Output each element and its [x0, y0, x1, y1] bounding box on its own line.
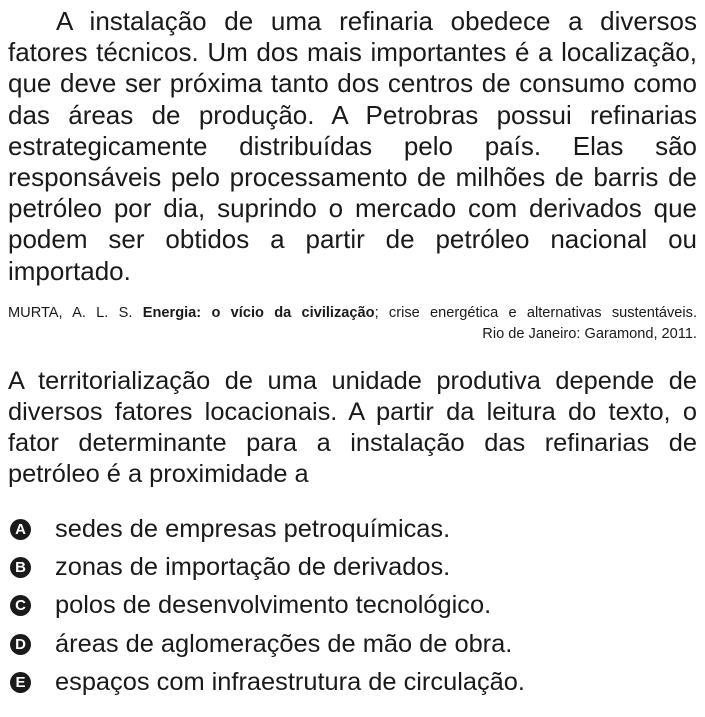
option-b-text: zonas de importação de derivados.	[55, 552, 451, 581]
option-c-text: polos de desenvolvimento tecnológico.	[55, 591, 492, 620]
citation	[8, 303, 697, 345]
option-b[interactable]	[8, 548, 697, 586]
option-a-text: sedes de empresas petroquímicas.	[55, 514, 451, 543]
option-d[interactable]	[8, 625, 697, 663]
question-stem: A territorialização de uma unidade produtiva depende de diversos fatores locacionais. A partir da leitura do texto, o fator determinante para a instalação das refinarias de petróleo é a proximidade a	[8, 366, 697, 488]
citation-title: Energia: o vício da civilização	[142, 304, 375, 321]
option-b-letter-icon: B	[10, 557, 31, 578]
option-a[interactable]	[8, 510, 697, 548]
option-d-text: áreas de aglomerações de mão de obra.	[55, 629, 513, 658]
source-passage: A instalação de uma refinaria obedece a diversos fatores técnicos. Um dos mais importantes é a localização, que deve ser próxima tanto dos centros de consumo como das áreas de produção. A Petrobras possui refinarias estrategicamente distribuídas pelo país. Elas são responsáveis pelo processamento de milhões de barris de petróleo por dia, suprindo o mercado com derivados que podem ser obtidos a partir de petróleo nacional ou importado.	[8, 6, 697, 286]
option-e-text: espaços com infraestrutura de circulação.	[55, 668, 525, 697]
option-e-letter-icon: E	[10, 672, 31, 693]
citation-subtitle: ; crise energética e alternativas sustentáveis.	[374, 304, 698, 321]
citation-author: MURTA, A. L. S.	[8, 304, 133, 321]
option-e[interactable]	[8, 663, 697, 701]
answer-options	[8, 510, 697, 702]
option-d-letter-icon: D	[10, 634, 31, 655]
option-c-letter-icon: C	[10, 595, 31, 616]
option-c[interactable]	[8, 587, 697, 625]
citation-line-1	[8, 303, 697, 324]
option-a-letter-icon: A	[10, 519, 31, 540]
citation-publisher: Rio de Janeiro: Garamond, 2011.	[482, 325, 697, 342]
